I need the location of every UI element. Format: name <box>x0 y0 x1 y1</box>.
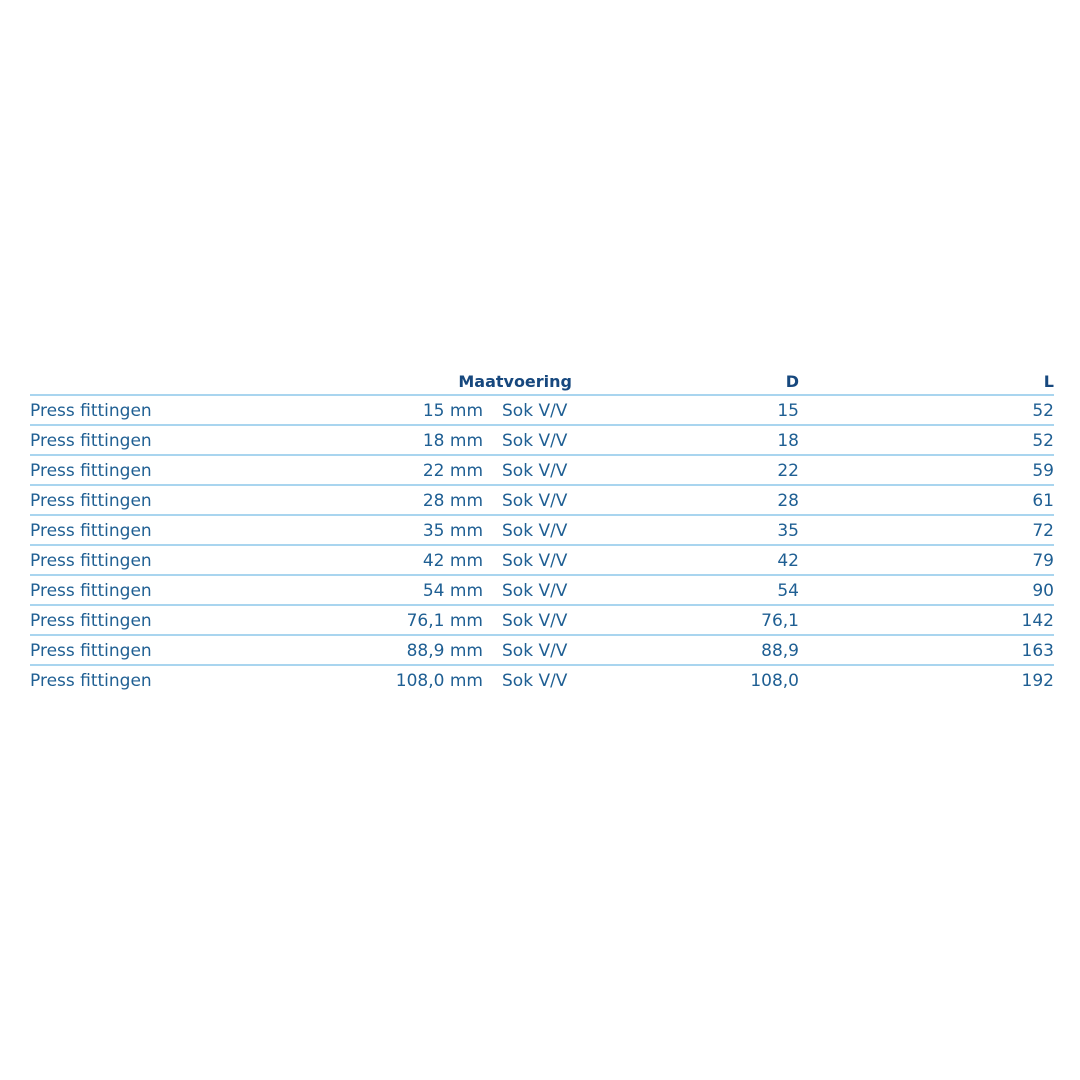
spec-table <box>30 366 1054 696</box>
row-name: Press fittingen <box>30 641 152 661</box>
table-row <box>30 486 1054 516</box>
row-d: 28 <box>777 491 799 511</box>
row-d: 15 <box>777 401 799 421</box>
header-d: D <box>785 372 799 391</box>
row-d: 18 <box>777 431 799 451</box>
row-l: 59 <box>1032 461 1054 481</box>
table-row <box>30 396 1054 426</box>
row-type: Sok V/V <box>502 521 568 541</box>
row-l: 52 <box>1032 401 1054 421</box>
row-type: Sok V/V <box>502 671 568 691</box>
row-name: Press fittingen <box>30 521 152 541</box>
table-row <box>30 456 1054 486</box>
row-d: 88,9 <box>761 641 799 661</box>
row-name: Press fittingen <box>30 491 152 511</box>
row-size: 28 mm <box>422 491 483 511</box>
row-l: 90 <box>1032 581 1054 601</box>
table-row <box>30 546 1054 576</box>
row-size: 54 mm <box>422 581 483 601</box>
row-d: 76,1 <box>761 611 799 631</box>
row-size: 108,0 mm <box>395 671 483 691</box>
table-row <box>30 606 1054 636</box>
row-type: Sok V/V <box>502 461 568 481</box>
row-name: Press fittingen <box>30 671 152 691</box>
row-d: 42 <box>777 551 799 571</box>
row-l: 79 <box>1032 551 1054 571</box>
table-row <box>30 516 1054 546</box>
row-size: 35 mm <box>422 521 483 541</box>
row-type: Sok V/V <box>502 401 568 421</box>
row-l: 72 <box>1032 521 1054 541</box>
table-row <box>30 426 1054 456</box>
table-row <box>30 636 1054 666</box>
row-l: 61 <box>1032 491 1054 511</box>
table-header-row <box>30 366 1054 396</box>
row-type: Sok V/V <box>502 431 568 451</box>
row-type: Sok V/V <box>502 581 568 601</box>
row-d: 54 <box>777 581 799 601</box>
row-l: 142 <box>1021 611 1054 631</box>
row-name: Press fittingen <box>30 551 152 571</box>
row-size: 76,1 mm <box>406 611 483 631</box>
row-name: Press fittingen <box>30 581 152 601</box>
row-l: 52 <box>1032 431 1054 451</box>
row-type: Sok V/V <box>502 611 568 631</box>
row-name: Press fittingen <box>30 401 152 421</box>
row-d: 35 <box>777 521 799 541</box>
row-size: 42 mm <box>422 551 483 571</box>
row-type: Sok V/V <box>502 491 568 511</box>
row-size: 22 mm <box>422 461 483 481</box>
header-maatvoering: Maatvoering <box>458 372 572 391</box>
row-type: Sok V/V <box>502 551 568 571</box>
row-name: Press fittingen <box>30 431 152 451</box>
row-size: 15 mm <box>422 401 483 421</box>
table-row <box>30 666 1054 696</box>
row-l: 192 <box>1021 671 1054 691</box>
row-type: Sok V/V <box>502 641 568 661</box>
row-name: Press fittingen <box>30 611 152 631</box>
row-size: 18 mm <box>422 431 483 451</box>
row-name: Press fittingen <box>30 461 152 481</box>
row-d: 22 <box>777 461 799 481</box>
header-l: L <box>1043 372 1054 391</box>
row-l: 163 <box>1021 641 1054 661</box>
row-d: 108,0 <box>750 671 799 691</box>
table-row <box>30 576 1054 606</box>
row-size: 88,9 mm <box>406 641 483 661</box>
